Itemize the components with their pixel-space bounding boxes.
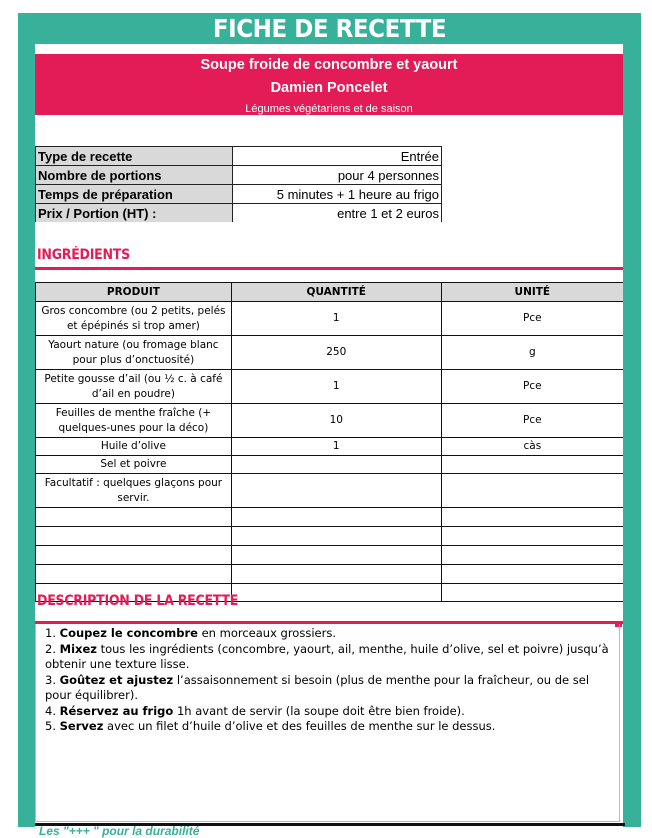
- ingredient-product[interactable]: Facultatif : quelques glaçons pour servir.: [36, 474, 232, 508]
- step-number: 5.: [45, 719, 56, 733]
- ingredient-product[interactable]: Yaourt nature (ou fromage blanc pour plus d’onctuosité): [36, 336, 232, 370]
- ingredient-unit[interactable]: Pce: [441, 404, 623, 438]
- ingredient-unit[interactable]: càs: [441, 438, 623, 456]
- ingredient-unit[interactable]: Pce: [441, 370, 623, 404]
- recipe-author: Damien Poncelet: [270, 80, 388, 96]
- ingredient-product[interactable]: [36, 546, 232, 565]
- ingredients-divider: [35, 267, 623, 270]
- info-row: [36, 204, 442, 223]
- ingredient-product[interactable]: Huile d’olive: [36, 438, 232, 456]
- ingredient-product[interactable]: Sel et poivre: [36, 456, 232, 474]
- ingredient-unit[interactable]: [441, 546, 623, 565]
- ingredient-quantity[interactable]: [231, 474, 441, 508]
- info-value[interactable]: pour 4 personnes: [233, 166, 442, 185]
- description-step: [45, 626, 619, 642]
- recipe-info-table: [35, 146, 442, 222]
- ingredient-row: [36, 474, 624, 508]
- column-header-quantity: QUANTITÉ: [231, 283, 441, 302]
- ingredient-product[interactable]: [36, 527, 232, 546]
- ingredient-quantity[interactable]: [231, 456, 441, 474]
- ingredient-quantity[interactable]: 10: [231, 404, 441, 438]
- ingredient-unit[interactable]: Pce: [441, 302, 623, 336]
- ingredient-quantity[interactable]: [231, 546, 441, 565]
- info-row: [36, 166, 442, 185]
- ingredients-table: [35, 282, 623, 602]
- info-value[interactable]: entre 1 et 2 euros: [233, 204, 442, 223]
- info-value[interactable]: 5 minutes + 1 heure au frigo: [233, 185, 442, 204]
- ingredient-unit[interactable]: g: [441, 336, 623, 370]
- ingredient-product[interactable]: Petite gousse d’ail (ou ½ c. à café d’ail en poudre): [36, 370, 232, 404]
- step-action: Servez: [59, 719, 104, 733]
- step-action: Goûtez et ajustez: [59, 672, 174, 687]
- ingredient-quantity[interactable]: 1: [231, 370, 441, 404]
- ingredient-row: [36, 302, 624, 336]
- ingredient-row: [36, 565, 624, 584]
- step-action: Réservez au frigo: [59, 703, 174, 718]
- info-label: Nombre de portions: [36, 166, 233, 185]
- ingredient-quantity[interactable]: [231, 508, 441, 527]
- step-text: l’assaisonnement si besoin (plus de menthe pour la fraîcheur, ou de sel pour équilibrer).: [45, 672, 590, 702]
- step-text: avec un filet d’huile d’olive et des feuilles de menthe sur le dessus.: [103, 719, 496, 733]
- ingredients-heading: INGRÉDIENTS: [37, 247, 130, 263]
- ingredient-product[interactable]: [36, 508, 232, 527]
- ingredient-quantity[interactable]: 1: [231, 438, 441, 456]
- page-title: FICHE DE RECETTE: [212, 14, 447, 43]
- ingredient-row: [36, 508, 624, 527]
- column-header-unit: UNITÉ: [441, 283, 623, 302]
- ingredient-unit[interactable]: [441, 456, 623, 474]
- ingredient-row: [36, 370, 624, 404]
- info-label: Temps de préparation: [36, 185, 233, 204]
- recipe-sheet: [35, 44, 623, 838]
- info-row: [36, 185, 442, 204]
- step-action: Coupez le concombre: [59, 626, 198, 640]
- step-number: 3.: [45, 672, 56, 687]
- ingredient-unit[interactable]: [441, 508, 623, 527]
- ingredient-row: [36, 336, 624, 370]
- ingredient-unit[interactable]: [441, 565, 623, 584]
- ingredients-header-row: [36, 283, 624, 302]
- info-label: Prix / Portion (HT) :: [36, 204, 233, 223]
- step-text: tous les ingrédients (concombre, yaourt, ail, menthe, huile d’olive, sel et poivre) jusqu’à obtenir une texture lisse.: [45, 641, 609, 671]
- ingredient-row: [36, 404, 624, 438]
- ingredient-quantity[interactable]: [231, 527, 441, 546]
- description-step: [45, 673, 619, 704]
- ingredient-product[interactable]: Feuilles de menthe fraîche (+ quelques-unes pour la déco): [36, 404, 232, 438]
- recipe-name: Soupe froide de concombre et yaourt: [200, 57, 458, 73]
- step-number: 2.: [45, 641, 56, 656]
- step-text: en morceaux grossiers.: [197, 626, 336, 640]
- ingredient-row: [36, 527, 624, 546]
- ingredient-product[interactable]: [36, 565, 232, 584]
- ingredient-quantity[interactable]: [231, 584, 441, 602]
- info-label: Type de recette: [36, 147, 233, 166]
- description-step: [45, 719, 619, 735]
- recipe-card-frame: [18, 13, 641, 838]
- recipe-description[interactable]: [35, 624, 620, 822]
- step-action: Mixez: [59, 641, 97, 656]
- recipe-banner: [35, 54, 623, 115]
- step-text: 1h avant de servir (la soupe doit être bien froide).: [173, 703, 465, 718]
- step-number: 4.: [45, 703, 56, 718]
- ingredient-unit[interactable]: [441, 584, 623, 602]
- description-heading: DESCRIPTION DE LA RECETTE: [37, 593, 239, 609]
- info-row: [36, 147, 442, 166]
- step-number: 1.: [45, 626, 56, 640]
- description-step: [45, 642, 619, 673]
- ingredient-row: [36, 456, 624, 474]
- ingredient-quantity[interactable]: [231, 565, 441, 584]
- ingredient-row: [36, 546, 624, 565]
- column-header-product: PRODUIT: [36, 283, 232, 302]
- ingredient-quantity[interactable]: 250: [231, 336, 441, 370]
- ingredient-product[interactable]: Gros concombre (ou 2 petits, pelés et épépinés si trop amer): [36, 302, 232, 336]
- ingredient-unit[interactable]: [441, 474, 623, 508]
- recipe-category: Légumes végétariens et de saison: [245, 103, 413, 115]
- info-value[interactable]: Entrée: [233, 147, 442, 166]
- sustainability-heading: Les "+++ " pour la durabilité: [39, 824, 200, 838]
- ingredient-quantity[interactable]: 1: [231, 302, 441, 336]
- ingredient-unit[interactable]: [441, 527, 623, 546]
- description-step: [45, 704, 619, 720]
- ingredient-row: [36, 438, 624, 456]
